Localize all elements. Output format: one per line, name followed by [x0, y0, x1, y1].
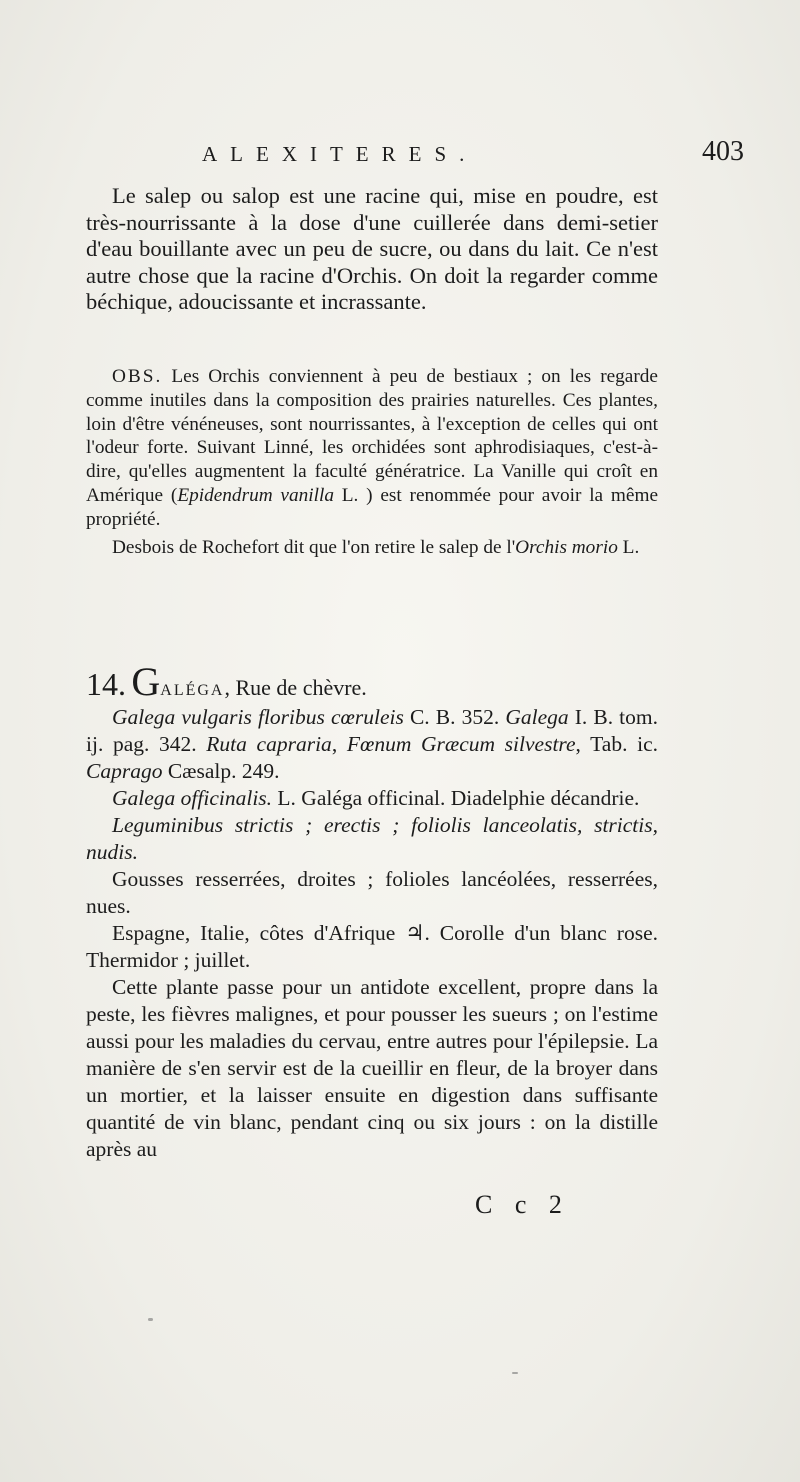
entry-number: 14. — [86, 666, 126, 702]
synonym-1: Galega vulgaris floribus cœruleis — [112, 705, 404, 729]
entry-uses: Cette plante passe pour un antidote excellent, propre dans la peste, les fièvres malignes, et pour pousser les sueurs ; on l'estime aussi pour les maladies du cervau, entre autres pour l'épilepsie. La manière de s'en servir est de la cueillir en fleur, de la broyer dans un mortier, et la laisser ensuite en digestion dans suffisante quantité de vin blanc, pendant cinq ou six jours : on la distille après au — [86, 975, 658, 1161]
synonym-5-ref: Cæsalp. 249. — [162, 759, 280, 783]
observation-note — [86, 365, 658, 563]
running-title: ALEXITERES. — [202, 142, 478, 166]
official-latin-name: Galega officinalis. — [112, 786, 273, 810]
synonym-3: Ruta capraria — [206, 732, 332, 756]
obs-paragraph-2 — [86, 536, 658, 560]
entry-heading — [86, 659, 658, 704]
signature-mark: C c 2 — [475, 1190, 570, 1219]
obs-text: Les Orchis conviennent à peu de bestiaux ; on les regarde comme inutiles dans la composition des prairies naturelles. Ces plantes, loin d'être vénéneuses, sont nourrissantes, à l'exception de celles qui ont l'odeur forte. Suivant Linné, les orchidées sont aphrodisiaques, c'est-à-dire, qu'elles augmentent la faculté génératrice. La Vanille qui croît en Amérique ( — [86, 366, 658, 506]
obs-species-orchis: Orchis morio — [515, 536, 618, 558]
synonym-2-ref: I. B. tom. ij. pag. 342. — [86, 705, 658, 756]
entry-habitat: Espagne, Italie, côtes d'Afrique ♃. Corolle d'un blanc rose. Thermidor ; juillet. — [86, 921, 658, 972]
obs-text-end: L. ) est renommée pour avoir la même propriété. — [86, 484, 659, 530]
ink-speck — [148, 1318, 153, 1321]
entry-name-initial: G — [131, 659, 161, 704]
entry-common-name: , Rue de chèvre. — [224, 675, 367, 700]
entry-synonyms — [86, 704, 658, 785]
synonym-4: Fœnum Græcum silvestre — [346, 732, 576, 756]
entry-galega — [86, 659, 659, 1163]
ink-speck — [512, 1372, 518, 1374]
synonym-3-sep: , — [331, 732, 347, 756]
synonym-5: Caprago — [86, 759, 163, 783]
synonym-4-ref: , Tab. ic. — [575, 732, 659, 756]
page-header — [100, 136, 744, 176]
entry-french-description: Gousses resserrées, droites ; folioles lancéolées, resserrées, nues. — [86, 867, 658, 918]
obs-text-2-end: L. — [617, 536, 640, 558]
paragraph-salep — [86, 183, 658, 316]
entry-latin-description: Leguminibus strictis ; erectis ; foliolis lanceolatis, strictis, nudis. — [86, 813, 658, 864]
obs-paragraph-1 — [86, 365, 658, 532]
entry-name: ALÉGA — [160, 682, 225, 699]
synonym-2: Galega — [505, 705, 569, 729]
page-number: 403 — [702, 136, 744, 167]
official-classification: L. Galéga officinal. Diadelphie décandrie. — [272, 786, 640, 810]
synonym-1-ref: C. B. 352. — [403, 705, 506, 729]
paragraph-text: Le salep ou salop est une racine qui, mise en poudre, est très-nourrissante à la dose d'une cuillerée dans demi-setier d'eau bouillante avec un peu de sucre, ou dans du lait. Ce n'est autre chose que la racine d'Orchis. On doit la regarder comme béchique, adoucissante et incrassante. — [86, 183, 658, 314]
entry-official-name — [86, 785, 658, 812]
obs-label: OBS. — [112, 366, 163, 387]
obs-text-2: Desbois de Rochefort dit que l'on retire le salep de l' — [112, 536, 516, 558]
obs-species-epidendrum: Epidendrum vanilla — [177, 484, 334, 506]
